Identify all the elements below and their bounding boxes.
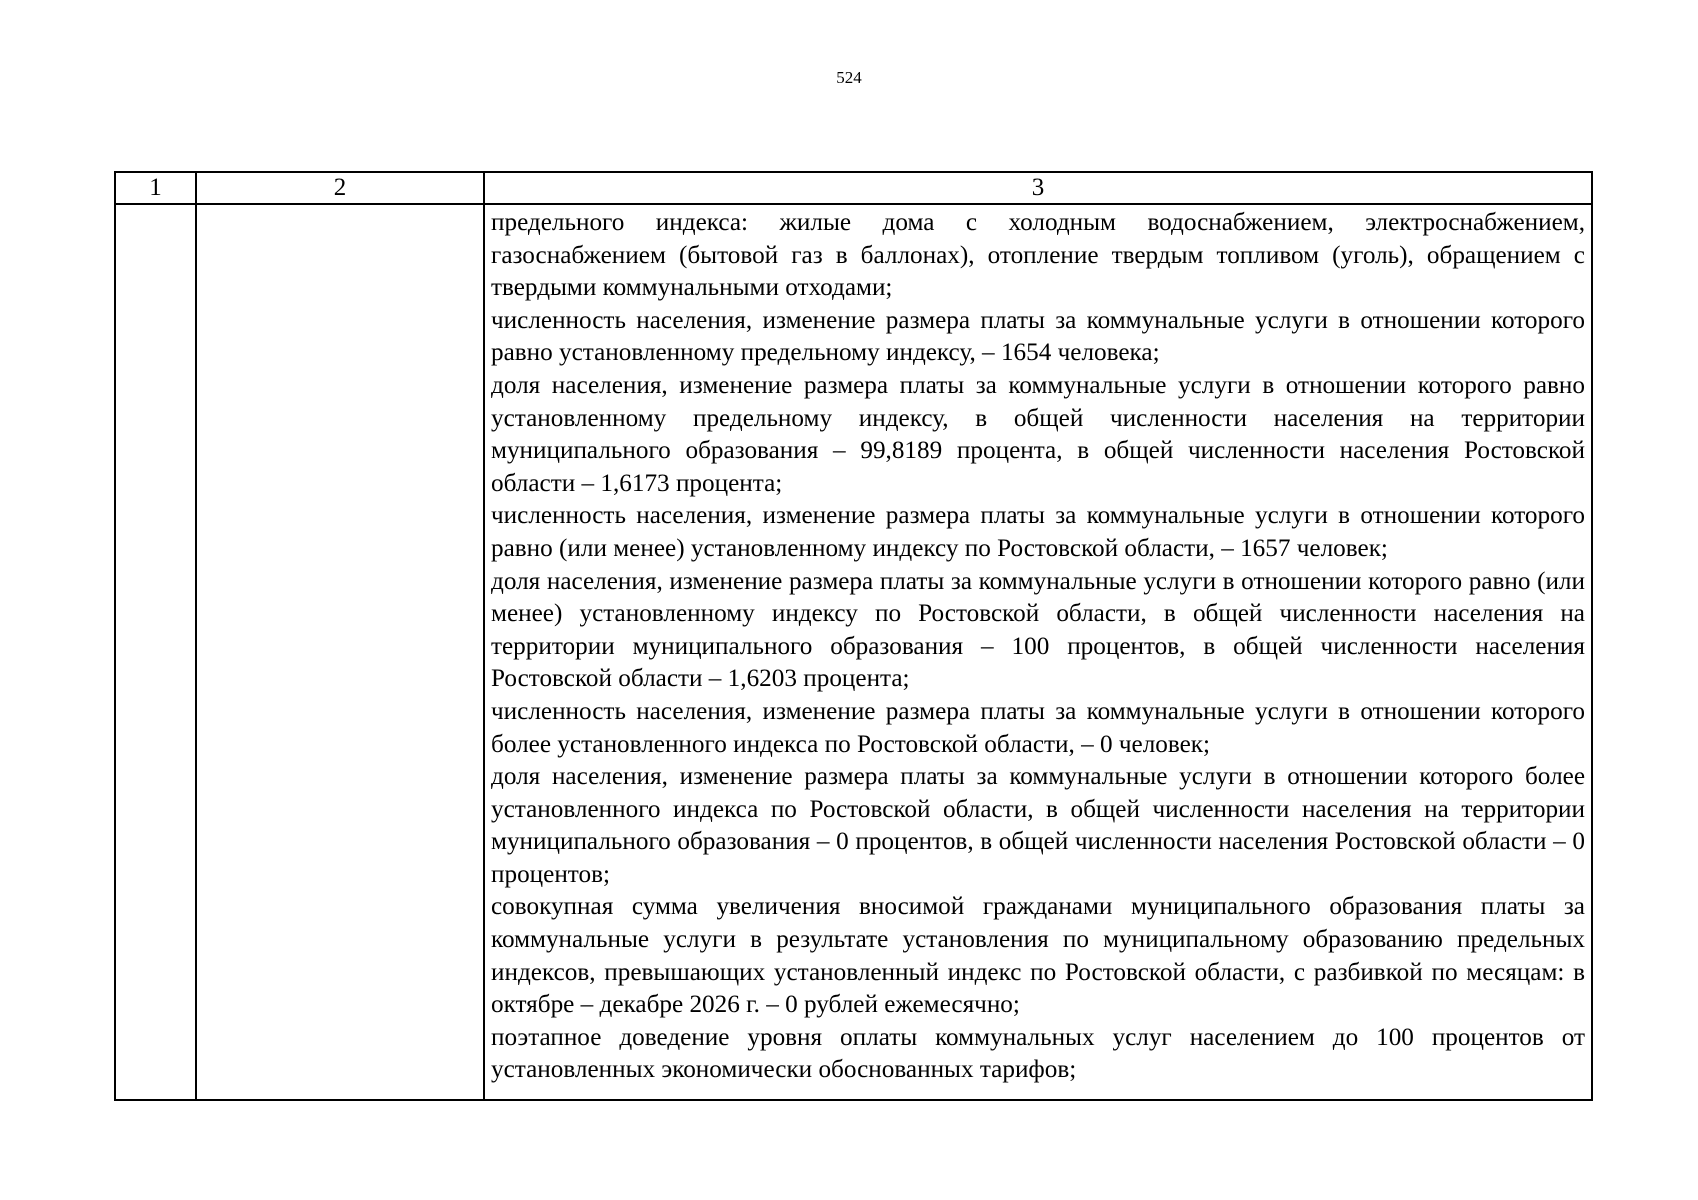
column-header-3: 3 — [484, 172, 1592, 204]
page-number: 524 — [836, 68, 862, 87]
paragraph: доля населения, изменение размера платы за коммунальные услуги в отношении которого равно установленному предельному индексу, в общей численности населения на территории муниципального образования – 99,8189 процента, в общей численности населения Ростовской области – 1,6173 процента; — [491, 371, 1585, 497]
paragraph: численность населения, изменение размера платы за коммунальные услуги в отношении которого равно (или менее) установленному индексу по Ростовской области, – 1657 человек; — [491, 502, 1585, 562]
row-cell-col2 — [196, 204, 484, 1100]
paragraph: численность населения, изменение размера платы за коммунальные услуги в отношении которого более установленного индекса по Ростовской области, – 0 человек; — [491, 697, 1585, 758]
row-cell-content — [485, 205, 1591, 1091]
document-table — [114, 171, 1593, 1101]
paragraph: доля населения, изменение размера платы за коммунальные услуги в отношении которого более установленного индекса по Ростовской области, в общей численности населения на территории муниципального образования – 0 процентов, в общей численности населения Ростовской области – 0 процентов; — [491, 763, 1585, 888]
column-header-2: 2 — [196, 172, 484, 204]
paragraph: поэтапное доведение уровня оплаты коммунальных услуг населением до 100 процентов от установленных экономически обоснованных тарифов; — [491, 1023, 1585, 1084]
table-header-row — [115, 172, 1592, 204]
table-row — [115, 204, 1592, 1100]
paragraph: предельного индекса: жилые дома с холодным водоснабжением, электроснабжением, газоснабжением (бытовой газ в баллонах), отопление твердым топливом (уголь), обращением с твердыми коммунальными отходами; — [491, 209, 1585, 302]
paragraph: совокупная сумма увеличения вносимой гражданами муниципального образования платы за коммунальные услуги в результате установления по муниципальному образованию предельных индексов, превышающих установленный индекс по Ростовской области, с разбивкой по месяцам: в октябре – декабре 2026 г. – 0 рублей ежемесячно; — [491, 893, 1585, 1019]
paragraph: доля населения, изменение размера платы за коммунальные услуги в отношении которого равно (или менее) установленному индексу по Ростовской области, в общей численности населения на территории муниципального образования – 100 процентов, в общей численности населения Ростовской области – 1,6203 процента; — [491, 567, 1585, 693]
paragraph: численность населения, изменение размера платы за коммунальные услуги в отношении которого равно установленному предельному индексу, – 1654 человека; — [491, 306, 1585, 367]
row-cell-col1 — [115, 204, 196, 1100]
column-header-1: 1 — [115, 172, 196, 204]
row-cell-col3 — [484, 204, 1592, 1100]
